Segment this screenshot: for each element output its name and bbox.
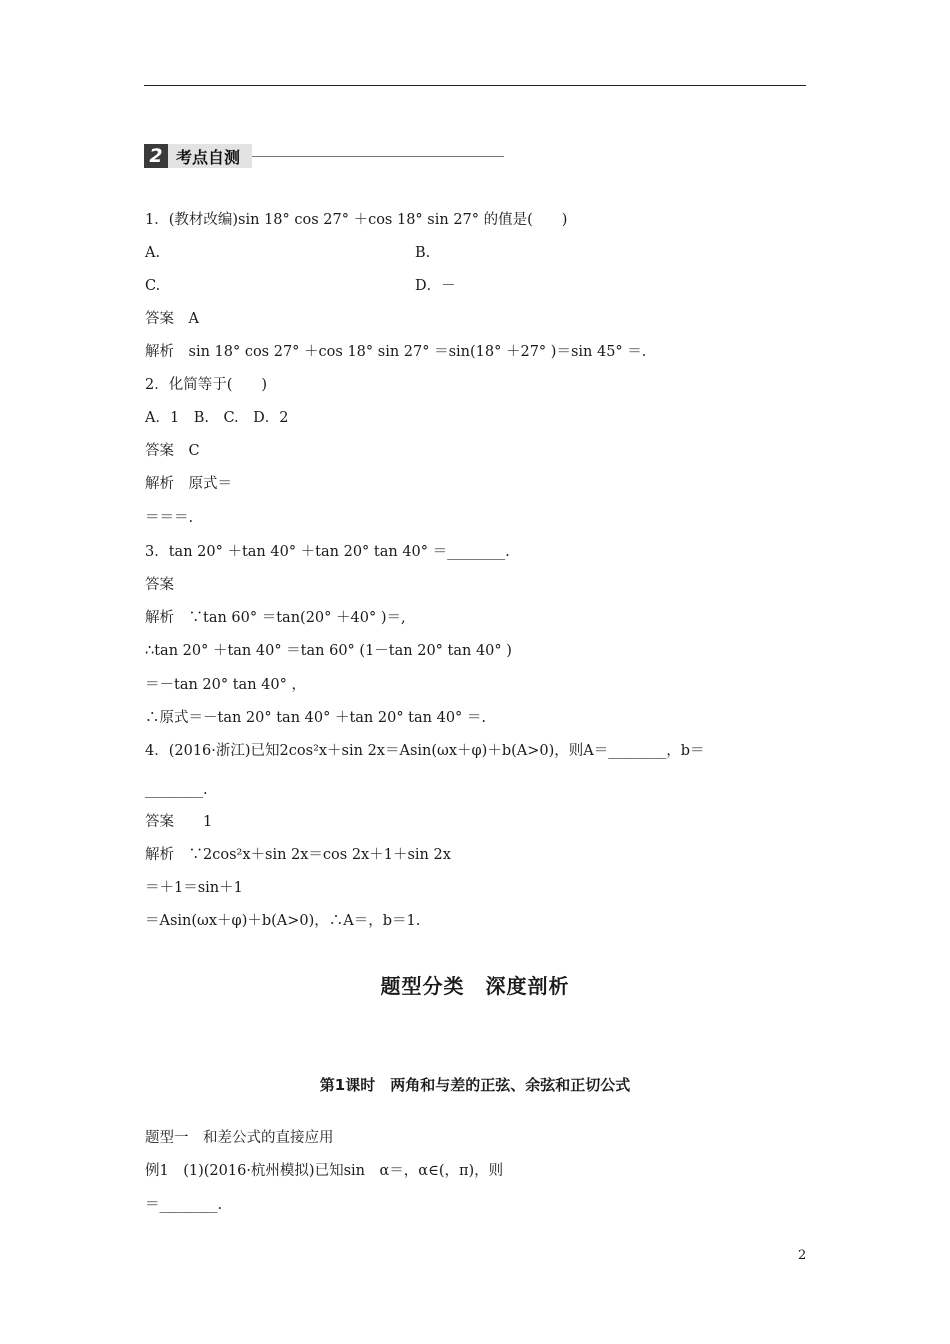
answer-1: 答案 A bbox=[145, 311, 199, 327]
section-big-title: 题型分类 深度剖析 bbox=[380, 974, 570, 998]
analysis-3: 解析 ∵tan 60° ＝tan(20° ＋40° )＝, bbox=[145, 610, 406, 626]
example-1: 例1 (1)(2016·杭州模拟)已知sin α＝，α∈(，π)，则 bbox=[145, 1163, 504, 1179]
question-type-1: 题型一 和差公式的直接应用 bbox=[145, 1130, 334, 1146]
answer-3: 答案 bbox=[145, 577, 174, 593]
analysis-4-step-2: ＝Asin(ωx＋φ)＋b(A>0)，∴A＝，b＝1. bbox=[145, 913, 421, 929]
option-d: D．－ bbox=[415, 278, 456, 294]
answer-4: 答案 1 bbox=[145, 814, 213, 830]
analysis-2: 解析 原式＝ bbox=[145, 476, 232, 492]
section-divider bbox=[252, 156, 504, 157]
analysis-4-step-1: ＝＋1＝sin＋1 bbox=[145, 880, 243, 896]
analysis-3-step-3: ∴原式＝－tan 20° tan 40° ＋tan 20° tan 40° ＝. bbox=[145, 710, 487, 726]
section-title: 考点自测 bbox=[168, 144, 252, 168]
analysis-1: 解析 sin 18° cos 27° ＋cos 18° sin 27° ＝sin(18° ＋27° )＝sin 45° ＝. bbox=[145, 344, 647, 360]
option-b: B. bbox=[415, 245, 431, 261]
lesson-title: 第1课时 两角和与差的正弦、余弦和正切公式 bbox=[319, 1076, 631, 1094]
question-4-cont: ________. bbox=[145, 782, 208, 798]
example-1-cont: ＝________. bbox=[145, 1197, 223, 1213]
analysis-3-step-2: ＝－tan 20° tan 40° ， bbox=[145, 677, 306, 693]
question-2: 2．化简等于( ) bbox=[145, 377, 268, 393]
options-2: A．1 B. C. D．2 bbox=[145, 410, 289, 426]
question-1: 1．(教材改编)sin 18° cos 27° ＋cos 18° sin 27° 的值是( ) bbox=[145, 212, 568, 228]
analysis-4: 解析 ∵2cos²x＋sin 2x＝cos 2x＋1＋sin 2x bbox=[145, 847, 451, 863]
analysis-2-cont: ＝＝＝. bbox=[145, 510, 194, 526]
header-rule bbox=[144, 85, 806, 86]
option-a: A. bbox=[145, 245, 161, 261]
answer-2: 答案 C bbox=[145, 443, 200, 459]
section-number-badge: 2 bbox=[144, 144, 168, 168]
page-number: 2 bbox=[798, 1248, 807, 1263]
question-4: 4．(2016·浙江)已知2cos²x＋sin 2x＝Asin(ωx＋φ)＋b(A>0)，则A＝________，b＝ bbox=[145, 743, 705, 759]
section-header bbox=[144, 143, 504, 169]
analysis-3-step-1: ∴tan 20° ＋tan 40° ＝tan 60° (1－tan 20° tan 40° ) bbox=[145, 643, 512, 659]
question-3: 3．tan 20° ＋tan 40° ＋tan 20° tan 40° ＝________. bbox=[145, 544, 510, 560]
option-c: C. bbox=[145, 278, 161, 294]
